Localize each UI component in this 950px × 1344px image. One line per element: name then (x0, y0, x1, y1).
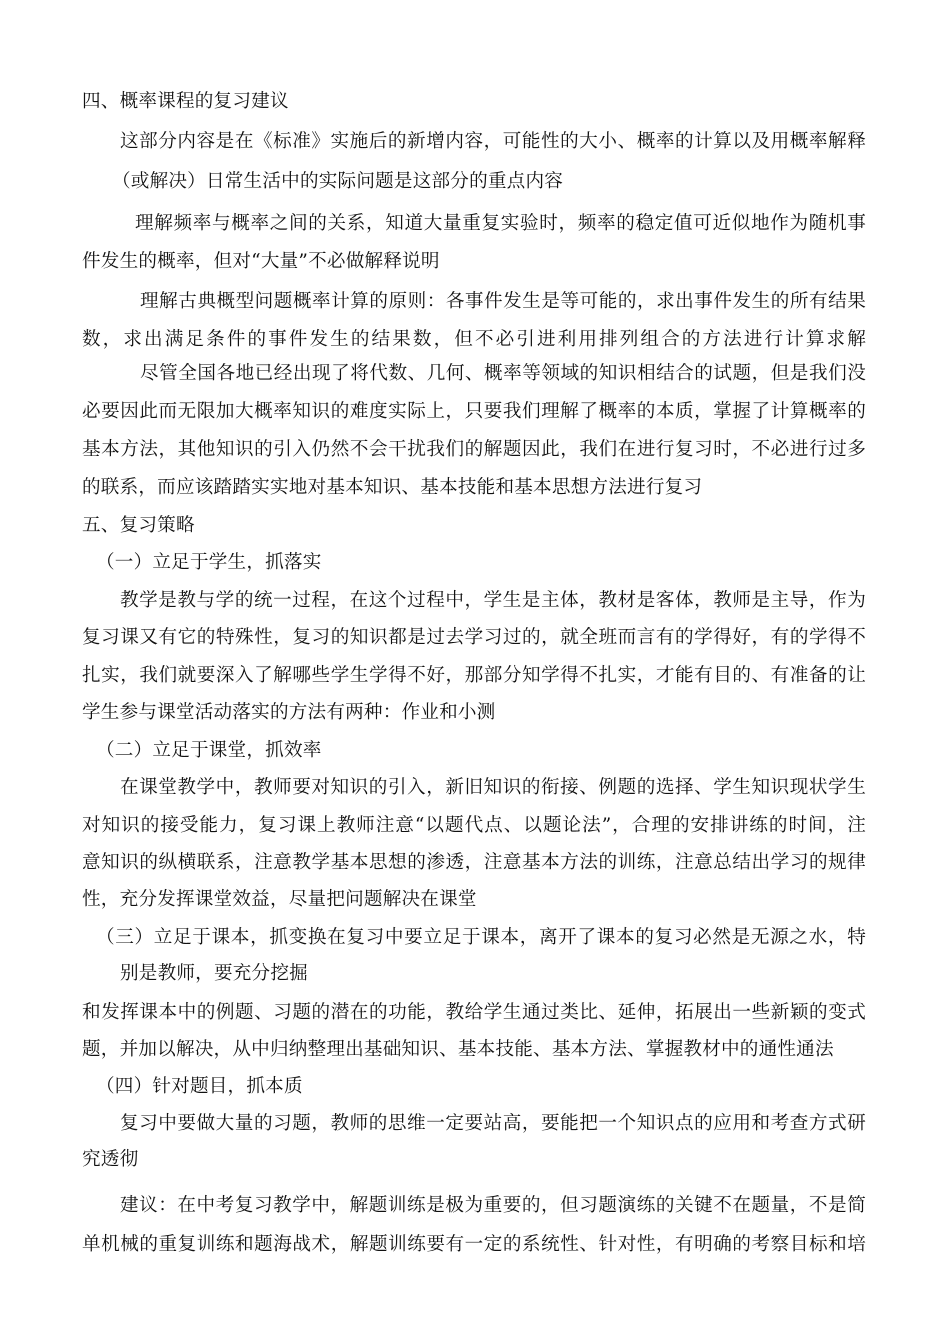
paragraph-line: 数，求出满足条件的事件发生的结果数，但不必引进利用排列组合的方法进行计算求解 (82, 329, 866, 350)
paragraph-line: 建议：在中考复习教学中，解题训练是极为重要的，但习题演练的关键不在题量，不是简 (120, 1195, 866, 1216)
subsection-4-heading: （四）针对题目，抓本质 (96, 1076, 303, 1097)
section-4-heading: 四、概率课程的复习建议 (82, 91, 289, 112)
paragraph-line: 基本方法，其他知识的引入仍然不会干扰我们的解题因此，我们在进行复习时，不必进行过多 (82, 439, 866, 460)
paragraph-line: 件发生的概率，但对“大量”不必做解释说明 (82, 251, 440, 272)
paragraph-line: （或解决）日常生活中的实际问题是这部分的重点内容 (112, 171, 564, 192)
paragraph-line: 在课堂教学中，教师要对知识的引入，新旧知识的衔接、例题的选择、学生知识现状学生 (120, 777, 866, 798)
paragraph-line: 理解频率与概率之间的关系，知道大量重复实验时，频率的稳定值可近似地作为随机事 (135, 213, 866, 234)
paragraph-line: 学生参与课堂活动落实的方法有两种：作业和小测 (82, 702, 496, 723)
paragraph-line: 别是教师，要充分挖掘 (120, 963, 308, 984)
paragraph-line: 单机械的重复训练和题海战术，解题训练要有一定的系统性、针对性，有明确的考察目标和培 (82, 1234, 866, 1255)
paragraph-line: 对知识的接受能力，复习课上教师注意“以题代点、以题论法”，合理的安排讲练的时间，注 (82, 815, 866, 836)
paragraph-line: 性，充分发挥课堂效益，尽量把问题解决在课堂 (82, 889, 477, 910)
paragraph-line: 理解古典概型问题概率计算的原则：各事件发生是等可能的，求出事件发生的所有结果 (140, 291, 866, 312)
paragraph-line: 尽管全国各地已经出现了将代数、几何、概率等领域的知识相结合的试题，但是我们没 (140, 363, 866, 384)
paragraph-line: 究透彻 (82, 1149, 139, 1170)
section-5-heading: 五、复习策略 (82, 515, 195, 536)
paragraph-line: 意知识的纵横联系，注意教学基本思想的渗透，注意基本方法的训练，注意总结出学习的规律 (82, 852, 866, 873)
subsection-1-heading: （一）立足于学生，抓落实 (96, 552, 322, 573)
paragraph-line: 和发挥课本中的例题、习题的潜在的功能，教给学生通过类比、延伸，拓展出一些新颖的变式 (82, 1002, 866, 1023)
paragraph-line: 扎实，我们就要深入了解哪些学生学得不好，那部分知学得不扎实，才能有目的、有准备的让 (82, 665, 866, 686)
paragraph-line: 复习中要做大量的习题，教师的思维一定要站高，要能把一个知识点的应用和考查方式研 (120, 1113, 866, 1134)
paragraph-line: 教学是教与学的统一过程，在这个过程中，学生是主体，教材是客体，教师是主导，作为 (120, 590, 866, 611)
subsection-3-heading: （三）立足于课本，抓变换在复习中要立足于课本，离开了课本的复习必然是无源之水，特 (96, 927, 866, 948)
paragraph-line: 复习课又有它的特殊性，复习的知识都是过去学习过的，就全班而言有的学得好，有的学得不 (82, 627, 866, 648)
paragraph-line: 必要因此而无限加大概率知识的难度实际上，只要我们理解了概率的本质，掌握了计算概率的 (82, 401, 866, 422)
paragraph-line: 的联系，而应该踏踏实实地对基本知识、基本技能和基本思想方法进行复习 (82, 477, 703, 498)
paragraph-line: 这部分内容是在《标准》实施后的新增内容，可能性的大小、概率的计算以及用概率解释 (120, 131, 866, 152)
subsection-2-heading: （二）立足于课堂，抓效率 (96, 740, 322, 761)
paragraph-line: 题，并加以解决，从中归纳整理出基础知识、基本技能、基本方法、掌握教材中的通性通法 (82, 1039, 834, 1060)
